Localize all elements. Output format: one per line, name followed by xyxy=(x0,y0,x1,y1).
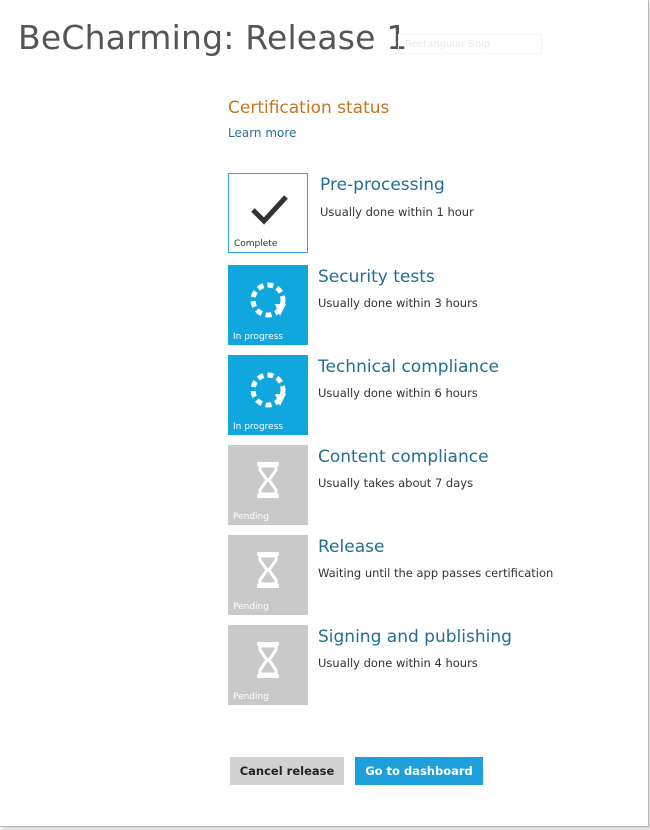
status-tile-pending xyxy=(228,625,308,705)
step-title: Content compliance xyxy=(318,447,489,467)
tile-status-label: Pending xyxy=(233,602,269,612)
step-release xyxy=(228,535,588,615)
step-title: Security tests xyxy=(318,267,435,287)
step-pre-processing xyxy=(228,173,588,253)
certification-heading: Certification status xyxy=(228,98,390,118)
learn-more-link[interactable]: Learn more xyxy=(228,126,297,140)
step-description: Usually done within 3 hours xyxy=(318,296,478,310)
page-title: BeCharming: Release 1 xyxy=(18,18,408,57)
hourglass-icon xyxy=(248,550,288,590)
tile-status-label: Complete xyxy=(234,239,278,249)
step-title: Signing and publishing xyxy=(318,627,512,647)
sync-progress-icon xyxy=(248,370,288,410)
tile-status-label: Pending xyxy=(233,512,269,522)
hourglass-icon xyxy=(248,640,288,680)
tile-status-label: In progress xyxy=(233,332,284,342)
checkmark-icon xyxy=(249,189,289,229)
tile-status-label: Pending xyxy=(233,692,269,702)
step-description: Usually done within 4 hours xyxy=(318,656,478,670)
snip-ghost-label: Rectangular Snip xyxy=(398,34,542,54)
step-description: Usually takes about 7 days xyxy=(318,476,474,490)
step-description: Usually done within 1 hour xyxy=(320,205,474,219)
step-description: Waiting until the app passes certification xyxy=(318,566,554,580)
step-title: Technical compliance xyxy=(318,357,500,377)
step-title: Release xyxy=(318,537,385,557)
tile-status-label: In progress xyxy=(233,422,284,432)
step-description: Usually done within 6 hours xyxy=(318,386,478,400)
hourglass-icon xyxy=(248,460,288,500)
step-technical-compliance xyxy=(228,355,588,435)
status-tile-complete xyxy=(228,173,308,253)
status-tile-in-progress xyxy=(228,265,308,345)
step-security-tests xyxy=(228,265,588,345)
step-content-compliance xyxy=(228,445,588,525)
step-title: Pre-processing xyxy=(320,175,445,195)
step-signing-and-publishing xyxy=(228,625,588,705)
go-to-dashboard-button[interactable]: Go to dashboard xyxy=(355,757,483,785)
status-tile-pending xyxy=(228,445,308,525)
status-tile-pending xyxy=(228,535,308,615)
status-tile-in-progress xyxy=(228,355,308,435)
sync-progress-icon xyxy=(248,280,288,320)
cancel-release-button[interactable]: Cancel release xyxy=(230,757,344,785)
